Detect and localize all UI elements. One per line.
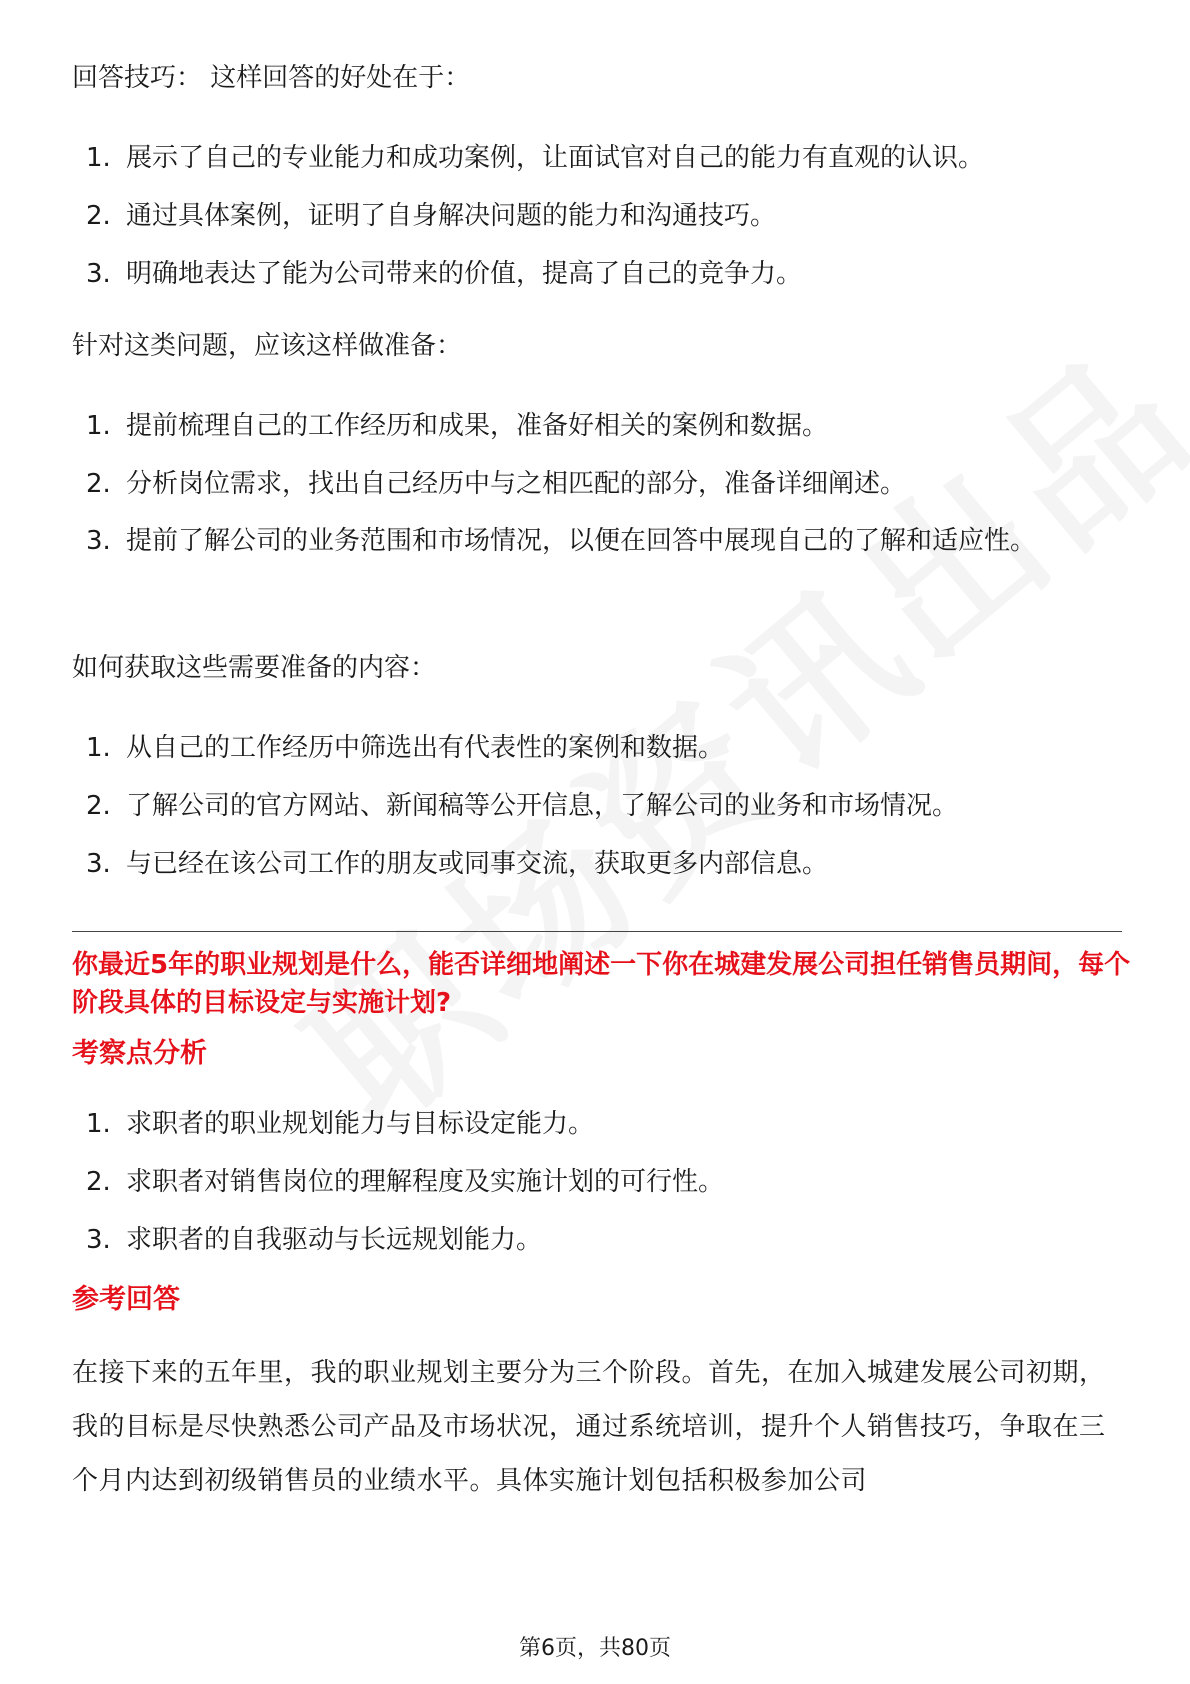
list-item-number: 2. (86, 201, 111, 231)
list-item-number: 3. (86, 1225, 111, 1255)
list-item-number: 2. (86, 469, 111, 499)
section-divider (72, 931, 1122, 932)
list-item-text: 了解公司的官方网站、新闻稿等公开信息，了解公司的业务和市场情况。 (126, 791, 959, 821)
list-item-number: 1. (86, 1109, 111, 1139)
list-item (72, 1162, 1122, 1202)
list-item-number: 3. (86, 259, 111, 289)
list-item-number: 2. (86, 1167, 111, 1197)
list-item (72, 786, 1122, 826)
list-item (72, 1220, 1122, 1260)
preparation-intro: 针对这类问题，应该这样做准备： (72, 331, 463, 361)
list-item (72, 138, 1122, 178)
question-title: 你最近5年的职业规划是什么，能否详细地阐述一下你在城建发展公司担任销售员期间，每个阶段具体的目标设定与实施计划? (72, 950, 1131, 1018)
analysis-heading: 考察点分析 (72, 1038, 207, 1069)
list-item-number: 2. (86, 791, 111, 821)
answer-tips-intro: 回答技巧： 这样回答的好处在于： (72, 63, 471, 93)
list-item-text: 与已经在该公司工作的朋友或同事交流，获取更多内部信息。 (126, 849, 829, 879)
list-item (72, 254, 1122, 294)
list-item-text: 从自己的工作经历中筛选出有代表性的案例和数据。 (126, 733, 725, 763)
list-item-number: 3. (86, 526, 111, 556)
gathering-intro: 如何获取这些需要准备的内容： (72, 653, 437, 683)
list-item-number: 3. (86, 849, 111, 879)
list-item-text: 展示了自己的专业能力和成功案例，让面试官对自己的能力有直观的认识。 (126, 143, 985, 173)
list-item (72, 406, 1122, 446)
list-item-text: 提前了解公司的业务范围和市场情况，以便在回答中展现自己的了解和适应性。 (126, 526, 1037, 556)
page-number: 第6页，共80页 (519, 1636, 671, 1661)
answer-tips-list (72, 138, 1122, 312)
list-item (72, 844, 1122, 884)
list-item-text: 提前梳理自己的工作经历和成果，准备好相关的案例和数据。 (126, 411, 829, 441)
list-item-text: 分析岗位需求，找出自己经历中与之相匹配的部分，准备详细阐述。 (126, 469, 907, 499)
gathering-list (72, 728, 1122, 902)
list-item-text: 求职者的自我驱动与长远规划能力。 (126, 1225, 543, 1255)
list-item-number: 1. (86, 143, 111, 173)
reference-answer-text: 在接下来的五年里，我的职业规划主要分为三个阶段。首先，在加入城建发展公司初期，我的目标是尽快熟悉公司产品及市场状况，通过系统培训，提升个人销售技巧，争取在三个月内达到初级销售员的业绩水平。具体实施计划包括积极参加公司 (72, 1358, 1106, 1496)
preparation-list (72, 406, 1122, 586)
list-item-text: 通过具体案例，证明了自身解决问题的能力和沟通技巧。 (126, 201, 777, 231)
reference-answer-heading: 参考回答 (72, 1284, 180, 1315)
list-item-text: 求职者的职业规划能力与目标设定能力。 (126, 1109, 595, 1139)
list-item (72, 728, 1122, 768)
list-item-text: 明确地表达了能为公司带来的价值，提高了自己的竞争力。 (126, 259, 803, 289)
list-item (72, 196, 1122, 236)
list-item-number: 1. (86, 733, 111, 763)
list-item (72, 464, 1122, 504)
list-item-number: 1. (86, 411, 111, 441)
list-item (72, 514, 1122, 568)
list-item-text: 求职者对销售岗位的理解程度及实施计划的可行性。 (126, 1167, 725, 1197)
analysis-list (72, 1104, 1122, 1278)
list-item (72, 1104, 1122, 1144)
